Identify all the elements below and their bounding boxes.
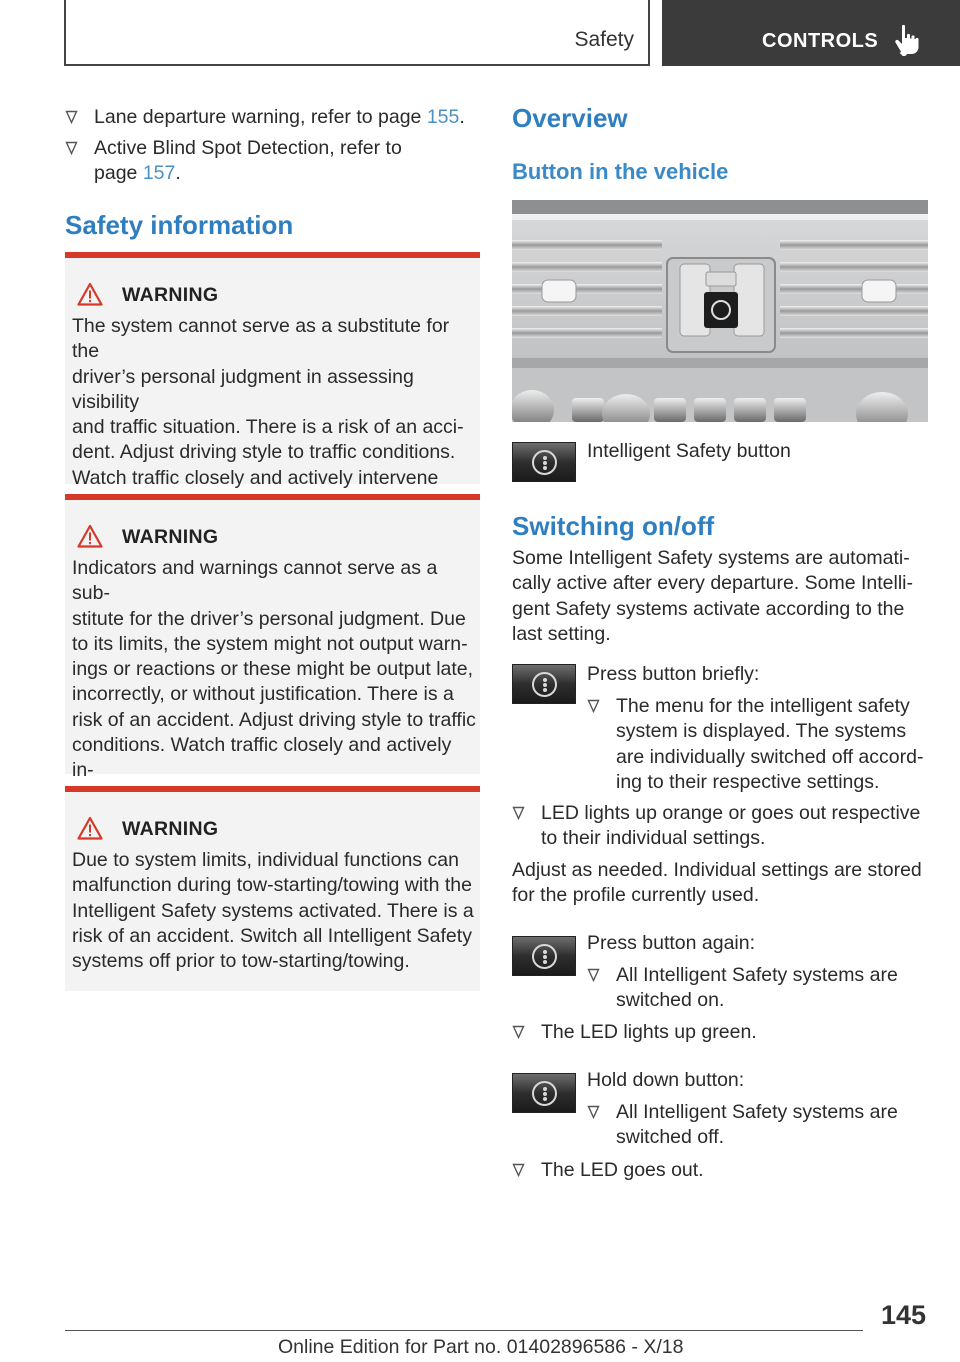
edition-footer: Online Edition for Part no. 01402896586 - X/18 bbox=[278, 1336, 684, 1358]
text-line: All Intelligent Safety systems are bbox=[616, 1101, 898, 1123]
text-line: Some Intelligent Safety systems are automati- bbox=[512, 547, 910, 569]
section-title: Safety bbox=[574, 28, 634, 51]
text-line: stitute for the driver’s personal judgment. Due bbox=[72, 607, 466, 630]
chapter-title: CONTROLS bbox=[762, 30, 879, 52]
triangle-bullet-icon bbox=[65, 141, 78, 155]
text-line: conditions. Watch traffic closely and actively in- bbox=[72, 734, 452, 782]
text-line: The system cannot serve as a substitute for the bbox=[72, 315, 450, 363]
warning-text bbox=[72, 314, 478, 516]
intelligent-safety-button-icon bbox=[512, 936, 576, 976]
bullet-text: page bbox=[94, 162, 143, 184]
punctuation: . bbox=[459, 106, 465, 128]
button-caption: Intelligent Safety button bbox=[587, 440, 791, 462]
bullet-text: The LED goes out. bbox=[541, 1159, 704, 1181]
warning-title: WARNING bbox=[122, 526, 219, 548]
text-line: Due to system limits, individual functions can bbox=[72, 849, 459, 871]
text-line: system is displayed. The systems bbox=[616, 720, 907, 743]
triangle-bullet-icon bbox=[587, 968, 600, 982]
text-line: gent Safety systems activate according to the bbox=[512, 597, 905, 620]
punctuation: . bbox=[175, 162, 181, 184]
button-in-vehicle-heading: Button in the vehicle bbox=[512, 159, 729, 184]
list-item bbox=[587, 694, 927, 796]
text-line: ings or reactions or these might be output late, bbox=[72, 658, 474, 681]
list-item bbox=[512, 1020, 928, 1046]
hold-down-label: Hold down button: bbox=[587, 1069, 745, 1091]
text-line: LED lights up orange or goes out respective bbox=[541, 802, 921, 824]
list-item bbox=[512, 1158, 928, 1184]
intelligent-safety-button-icon bbox=[512, 442, 576, 482]
warning-text bbox=[72, 848, 478, 974]
hand-pointer-icon bbox=[894, 24, 920, 56]
switching-heading: Switching on/off bbox=[512, 511, 715, 541]
header-section-box bbox=[64, 0, 650, 66]
list-item bbox=[512, 801, 928, 853]
warning-box bbox=[65, 252, 480, 489]
text-line: switched on. bbox=[616, 989, 725, 1012]
adjust-paragraph bbox=[512, 858, 928, 909]
safety-information-heading: Safety information bbox=[65, 210, 294, 240]
text-line: to its limits, the system might not output warn- bbox=[72, 632, 468, 655]
text-line: cally active after every departure. Some Intelli- bbox=[512, 572, 914, 595]
triangle-bullet-icon bbox=[512, 806, 525, 820]
bullet-text: The LED lights up green. bbox=[541, 1021, 757, 1043]
list-item bbox=[65, 136, 475, 188]
text-line: risk of an accident. Adjust driving style to traffic bbox=[72, 708, 476, 731]
text-line: Indicators and warnings cannot serve as a sub- bbox=[72, 557, 438, 605]
text-line: are individually switched off accord- bbox=[616, 745, 924, 768]
triangle-bullet-icon bbox=[512, 1163, 525, 1177]
warning-box bbox=[65, 786, 480, 991]
text-line: to their individual settings. bbox=[541, 827, 766, 850]
warning-triangle-icon bbox=[77, 282, 103, 306]
warning-text bbox=[72, 556, 478, 809]
text-line: Intelligent Safety systems activated. There is a bbox=[72, 899, 474, 922]
text-line: driver’s personal judgment in assessing visibility bbox=[72, 365, 414, 413]
text-line: systems off prior to tow-starting/towing. bbox=[72, 950, 410, 973]
text-line: and traffic situation. There is a risk of an acci- bbox=[72, 416, 464, 439]
overview-heading: Overview bbox=[512, 103, 628, 133]
text-line: Adjust as needed. Individual settings are stored bbox=[512, 859, 922, 881]
warning-title: WARNING bbox=[122, 818, 219, 840]
text-line: malfunction during tow-starting/towing with the bbox=[72, 874, 472, 897]
text-line: Watch traffic closely and actively intervene bbox=[72, 466, 439, 489]
text-line: last setting. bbox=[512, 622, 611, 645]
text-line: The menu for the intelligent safety bbox=[616, 695, 910, 717]
press-briefly-label: Press button briefly: bbox=[587, 663, 760, 685]
triangle-bullet-icon bbox=[587, 699, 600, 713]
warning-title: WARNING bbox=[122, 284, 219, 306]
text-line: incorrectly, or without justification. There is a bbox=[72, 683, 454, 706]
text-line: switched off. bbox=[616, 1126, 725, 1149]
warning-box bbox=[65, 494, 480, 782]
list-item bbox=[587, 1100, 927, 1152]
footer-divider bbox=[65, 1330, 863, 1331]
chapter-tab bbox=[662, 0, 960, 66]
triangle-bullet-icon bbox=[587, 1105, 600, 1119]
page-link-155[interactable]: 155 bbox=[426, 106, 460, 128]
text-line: dent. Adjust driving style to traffic conditions. bbox=[72, 441, 456, 464]
triangle-bullet-icon bbox=[512, 1025, 525, 1039]
intelligent-safety-button-icon bbox=[512, 664, 576, 704]
list-item bbox=[65, 105, 475, 131]
list-item bbox=[587, 963, 927, 1015]
text-line: for the profile currently used. bbox=[512, 884, 760, 907]
bullet-text: Lane departure warning, refer to page bbox=[94, 106, 427, 128]
triangle-bullet-icon bbox=[65, 110, 78, 124]
press-again-label: Press button again: bbox=[587, 932, 756, 954]
switching-paragraph bbox=[512, 546, 928, 647]
page-link-157[interactable]: 157 bbox=[142, 162, 176, 184]
intelligent-safety-button-icon bbox=[512, 1073, 576, 1113]
warning-triangle-icon bbox=[77, 816, 103, 840]
text-line: risk of an accident. Switch all Intelligent Safety bbox=[72, 924, 472, 947]
warning-triangle-icon bbox=[77, 524, 103, 548]
dashboard-button-photo bbox=[512, 200, 928, 422]
bullet-text: Active Blind Spot Detection, refer to bbox=[94, 137, 402, 159]
text-line: All Intelligent Safety systems are bbox=[616, 964, 898, 986]
page-number: 145 bbox=[880, 1300, 926, 1330]
text-line: ing to their respective settings. bbox=[616, 770, 880, 793]
